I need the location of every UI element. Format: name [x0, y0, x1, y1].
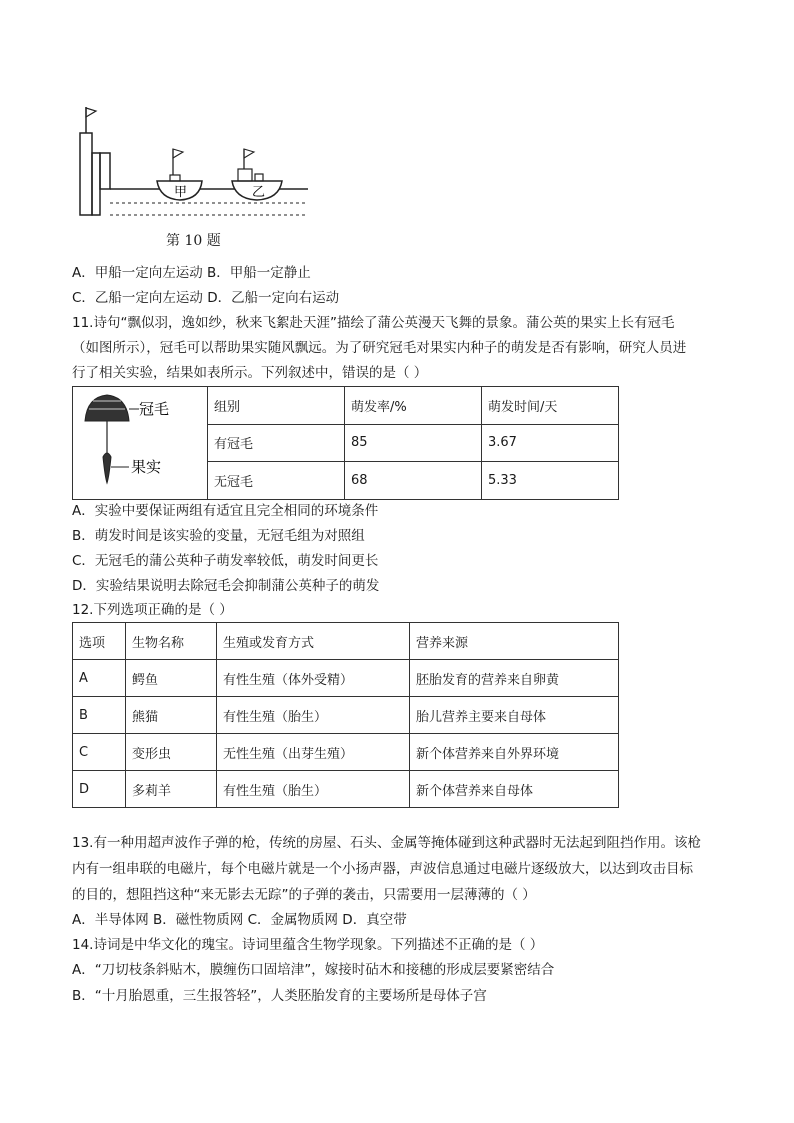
- q12-cell: 胎儿营养主要来自母体: [410, 697, 619, 734]
- q12-header-organism: 生物名称: [126, 623, 217, 660]
- q11-cell: 无冠毛: [208, 462, 345, 500]
- q11-option-b: B．萌发时间是该实验的变量，无冠毛组为对照组: [72, 528, 365, 544]
- q12-header-reproduction: 生殖或发育方式: [217, 623, 410, 660]
- figure-10-caption: 第 10 题: [166, 233, 221, 249]
- table-row: [73, 697, 619, 734]
- q11-header-rate: 萌发率/%: [345, 387, 482, 425]
- q12-header-option: 选项: [73, 623, 126, 660]
- q13-stem-line-2: 内有一组串联的电磁片，每个电磁片就是一个小扬声器，声波信息通过电磁片逐级放大，以达到攻击目标: [72, 861, 693, 877]
- fruit-label: 果实: [131, 458, 162, 476]
- table-row: [73, 734, 619, 771]
- q12-cell: B: [73, 697, 126, 734]
- q12-cell: 鳄鱼: [126, 660, 217, 697]
- dandelion-figure-cell: [73, 387, 208, 500]
- q13-stem-line-3: 的目的，想阻挡这种“来无影去无踪”的子弹的袭击，只需要用一层薄薄的（ ）: [72, 887, 536, 903]
- q12-cell: 有性生殖（体外受精）: [217, 660, 410, 697]
- q11-cell: 有冠毛: [208, 424, 345, 462]
- q12-table: [72, 622, 619, 808]
- q12-stem: 12.下列选项正确的是（ ）: [72, 602, 233, 618]
- q12-cell: A: [73, 660, 126, 697]
- pappus-label: 冠毛: [139, 400, 170, 418]
- q12-cell: D: [73, 771, 126, 808]
- boat-yi-label: 乙: [252, 185, 266, 200]
- q12-cell: 新个体营养来自外界环境: [410, 734, 619, 771]
- q11-option-a: A．实验中要保证两组有适宜且完全相同的环境条件: [72, 503, 379, 519]
- q12-cell: C: [73, 734, 126, 771]
- q13-options: A．半导体网 B．磁性物质网 C．金属物质网 D．真空带: [72, 912, 407, 928]
- q10-option-line-1: A．甲船一定向左运动 B．甲船一定静止: [72, 265, 311, 281]
- q14-stem: 14.诗词是中华文化的瑰宝。诗词里蕴含生物学现象。下列描述不正确的是（ ）: [72, 937, 544, 953]
- q12-cell: 无性生殖（出芽生殖）: [217, 734, 410, 771]
- q12-header-nutrition: 营养来源: [410, 623, 619, 660]
- q11-option-c: C．无冠毛的蒲公英种子萌发率较低，萌发时间更长: [72, 553, 379, 569]
- boat-jia-label: 甲: [174, 185, 188, 200]
- q13-stem-line-1: 13.有一种用超声波作子弹的枪，传统的房屋、石头、金属等掩体碰到这种武器时无法起到阻挡作用。该枪: [72, 835, 701, 851]
- q12-cell: 新个体营养来自母体: [410, 771, 619, 808]
- q11-cell: 85: [345, 424, 482, 462]
- table-row: [73, 771, 619, 808]
- q14-option-b: B．“十月胎恩重，三生报答轻”，人类胚胎发育的主要场所是母体子宫: [72, 988, 487, 1004]
- q11-option-d: D．实验结果说明去除冠毛会抑制蒲公英种子的萌发: [72, 578, 380, 594]
- q14-option-a: A．“刀切枝条斜贴木，膜缠伤口固培津”，嫁接时砧木和接穗的形成层要紧密结合: [72, 962, 555, 978]
- q11-stem-line-1: 11.诗句“飘似羽，逸如纱，秋来飞絮赴天涯”描绘了蒲公英漫天飞舞的景象。蒲公英的果实上长有冠毛: [72, 315, 675, 331]
- q12-cell: 熊猫: [126, 697, 217, 734]
- q11-cell: 5.33: [482, 462, 619, 500]
- q12-cell: 有性生殖（胎生）: [217, 697, 410, 734]
- q11-cell: 68: [345, 462, 482, 500]
- q11-table: [72, 386, 619, 500]
- q11-header-group: 组别: [208, 387, 345, 425]
- q12-cell: 多莉羊: [126, 771, 217, 808]
- q10-option-line-2: C．乙船一定向左运动 D．乙船一定向右运动: [72, 290, 340, 306]
- q11-stem-line-3: 行了相关实验，结果如表所示。下列叙述中，错误的是（ ）: [72, 365, 428, 381]
- q12-cell: 有性生殖（胎生）: [217, 771, 410, 808]
- figure-10-boats: [72, 105, 312, 230]
- q11-header-time: 萌发时间/天: [482, 387, 619, 425]
- table-row: [73, 660, 619, 697]
- q11-stem-line-2: （如图所示），冠毛可以帮助果实随风飘远。为了研究冠毛对果实内种子的萌发是否有影响，研究人员进: [72, 340, 687, 356]
- q12-cell: 变形虫: [126, 734, 217, 771]
- dandelion-icon: [73, 387, 207, 495]
- q12-cell: 胚胎发育的营养来自卵黄: [410, 660, 619, 697]
- q11-cell: 3.67: [482, 424, 619, 462]
